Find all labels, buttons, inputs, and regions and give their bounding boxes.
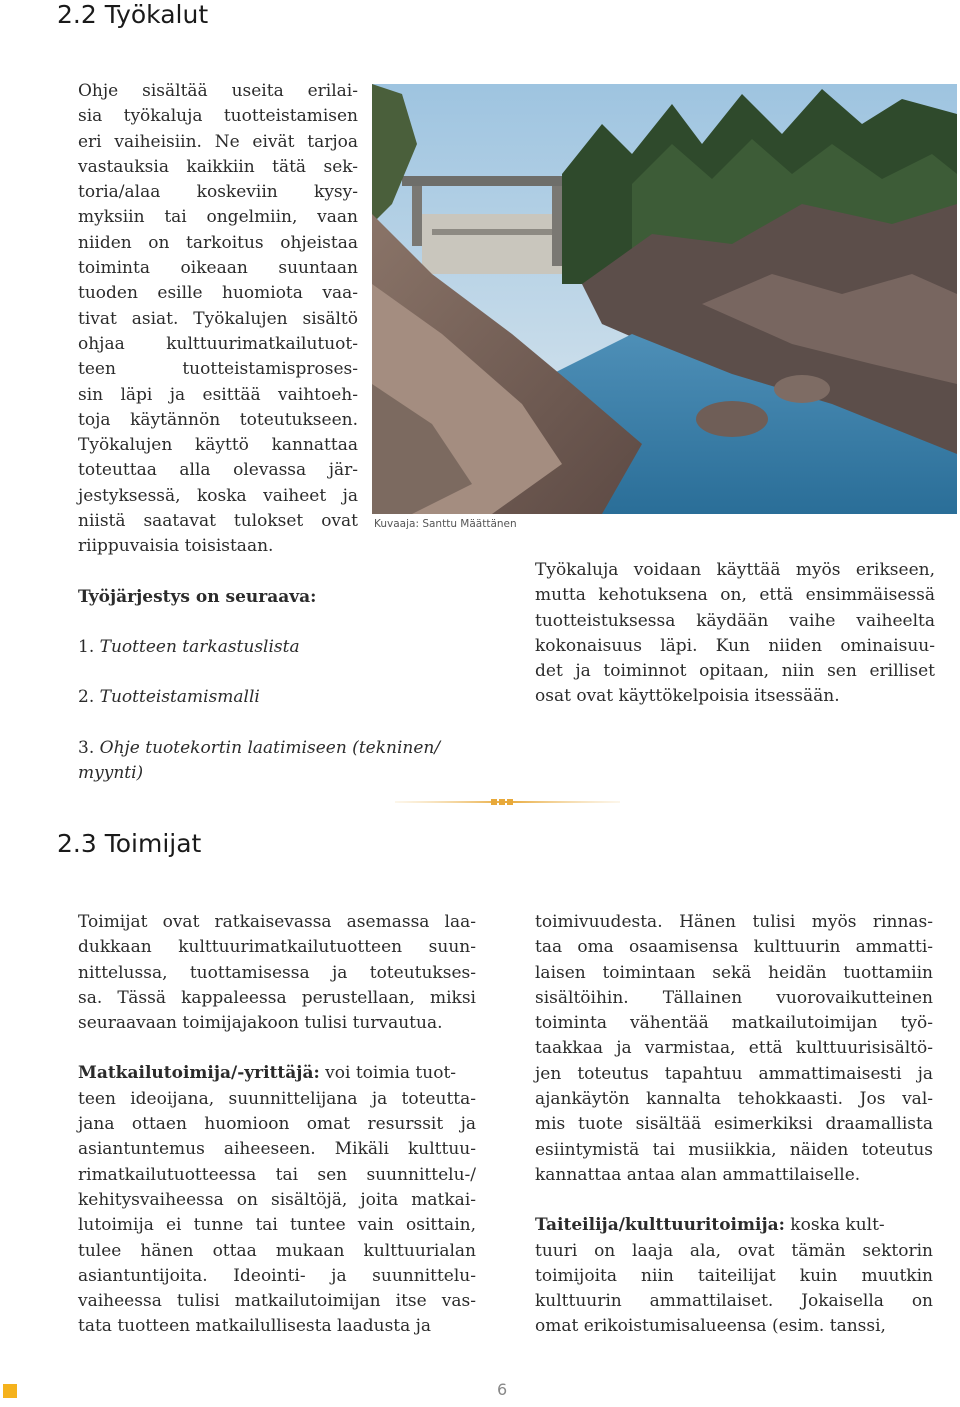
- order-heading: Työjärjestys on seuraava:: [78, 586, 317, 607]
- text-line: sin läpi ja esittää vaihtoeh-: [78, 384, 358, 405]
- text-line: Ohje sisältää useita erilai-: [78, 81, 358, 101]
- text-line: det ja toiminnot opitaan, niin sen erilliset: [535, 661, 935, 682]
- text-line: myksiin tai ongelmiin, vaan: [78, 207, 358, 228]
- text-line: tuotteistuksessa käydään vaihe vaiheelta: [535, 610, 935, 631]
- text-line: jana ottaen huomioon omat resurssit ja: [78, 1114, 476, 1135]
- text-line: sisältöihin. Tällainen vuorovaikutteinen: [535, 987, 933, 1008]
- section-heading-actors: 2.3 Toimijat: [57, 829, 202, 858]
- text-line: tuoden esille huomiota vaa-: [78, 283, 358, 304]
- text-line: toimivuudesta. Hänen tulisi myös rinnas-: [535, 912, 933, 932]
- taiteilija-paragraph-start: Taiteilija/kulttuuritoimija: koska kult-: [535, 1215, 885, 1236]
- text-line: taa oma osaamisensa kulttuurin ammatti-: [535, 937, 933, 958]
- actors-right-text: [535, 910, 933, 1188]
- text-line: teen tuotteistamisproses-: [78, 359, 358, 380]
- text-line: dukkaan kulttuurimatkailutuotteen suun-: [78, 937, 476, 958]
- text-line: omat erikoistumisalueensa (esim. tanssi,: [535, 1316, 886, 1337]
- text-line: esiintymistä tai musiikkia, näiden toteutus: [535, 1139, 933, 1160]
- step-3: 3. Ohje tuotekortin laatimiseen (tekninen/: [78, 737, 441, 758]
- text-line: Työkalujen käyttö kannattaa: [78, 435, 358, 456]
- text-line: osat ovat käyttökelpoisia itsessään.: [535, 686, 840, 707]
- text-line: tulee hänen ottaa mukaan kulttuurialan: [78, 1240, 476, 1261]
- text-line: toiminta vähentää matkailutoimijan työ-: [535, 1013, 933, 1034]
- text-line: taakkaa ja varmistaa, että kulttuurisisältö-: [535, 1038, 933, 1059]
- text-line: toria/alaa koskeviin kysy-: [78, 182, 358, 203]
- text-line: rimatkailutuotteessa tai sen suunnittelu-/: [78, 1164, 476, 1185]
- step-2: 2. Tuotteistamismalli: [78, 687, 260, 708]
- text-line: toja käytännön toteutukseen.: [78, 409, 358, 430]
- actors-intro-text: [78, 910, 476, 1036]
- matkailutoimija-text: [78, 1087, 476, 1340]
- text-line: lutoimija ei tunne tai tuntee vain osittain,: [78, 1215, 476, 1236]
- text-line: seuraavaan toimijajakoon tulisi turvautua.: [78, 1013, 443, 1034]
- text-line: tuuri on laaja ala, ovat tämän sektorin: [535, 1240, 933, 1261]
- text-line: asiantuntemus aiheeseen. Mikäli kulttuu-: [78, 1139, 476, 1160]
- text-line: toteuttaa alla olevassa jär-: [78, 460, 358, 481]
- tools-intro-text: [78, 79, 358, 560]
- text-line: tata tuotteen matkailullisesta laadusta ja: [78, 1316, 432, 1337]
- actors-right-column: [535, 910, 933, 1340]
- section-divider: [395, 796, 620, 808]
- text-line: sia työkaluja tuotteistamisen: [78, 106, 358, 127]
- text-line: laisen toimintaan sekä heidän tuottamiin: [535, 962, 933, 983]
- text-line: jestyksessä, koska vaiheet ja: [78, 485, 358, 506]
- tools-right-column: [535, 558, 935, 710]
- taiteilija-text: [535, 1239, 933, 1340]
- text-line: vaiheessa tulisi matkailutoimijan itse vas-: [78, 1291, 476, 1312]
- text-line: nittelussa, tuottamisessa ja toteutukses-: [78, 962, 476, 983]
- text-line: asiantuntijoita. Ideointi- ja suunnittelu-: [78, 1265, 476, 1286]
- actors-left-column: [78, 910, 476, 1340]
- text-line: toimijoita niin taiteilijat kuin muutkin: [535, 1265, 933, 1286]
- text-line: teen ideoijana, suunnittelijana ja toteutta-: [78, 1088, 476, 1109]
- text-line: kulttuurin ammattilaiset. Jokaisella on: [535, 1291, 933, 1312]
- tools-right-text: [535, 558, 935, 710]
- matkailutoimija-label: Matkailutoimija/-yrittäjä:: [78, 1063, 320, 1084]
- section-heading-tools: 2.2 Työkalut: [57, 0, 209, 29]
- text-line: ajankäytön kannalta tehokkaasti. Jos val-: [535, 1089, 933, 1110]
- text-line: eri vaiheisiin. Ne eivät tarjoa: [78, 131, 358, 152]
- taiteilija-label: Taiteilija/kulttuuritoimija:: [535, 1215, 785, 1236]
- text-line: kokonaisuus läpi. Kun niiden ominaisuu-: [535, 635, 935, 656]
- corner-accent-square: [3, 1384, 17, 1398]
- text-line: niistä saatavat tulokset ovat: [78, 511, 358, 532]
- step-1: 1. Tuotteen tarkastuslista: [78, 636, 300, 657]
- text-line: jen toteutus tapahtuu ammattimaisesti ja: [535, 1063, 933, 1084]
- text-line: mis tuote sisältää esimerkiksi draamallista: [535, 1114, 933, 1135]
- text-line: riippuvaisia toisistaan.: [78, 536, 274, 557]
- text-line: niiden on tarkoitus ohjeistaa: [78, 232, 358, 253]
- text-line: toiminta oikeaan suuntaan: [78, 258, 358, 279]
- matkailutoimija-paragraph-start: Matkailutoimija/-yrittäjä: voi toimia tuot-: [78, 1063, 457, 1084]
- text-line: sa. Tässä kappaleessa perustellaan, miksi: [78, 987, 476, 1008]
- text-line: vastauksia kaikkiin tätä sek-: [78, 156, 358, 177]
- text-line: mutta kehotuksena on, että ensimmäisessä: [535, 585, 935, 606]
- tools-intro-column: [78, 79, 441, 786]
- step-3-continued: myynti): [78, 762, 144, 783]
- text-line: kehitysvaiheessa on sisältöjä, joita matkai-: [78, 1189, 476, 1210]
- page-number: 6: [497, 1380, 508, 1399]
- canyon-photo: [372, 84, 957, 514]
- text-line: Toimijat ovat ratkaisevassa asemassa laa-: [78, 912, 476, 932]
- text-line: Työkaluja voidaan käyttää myös erikseen,: [535, 560, 935, 580]
- text-line: tivat asiat. Työkalujen sisältö: [78, 308, 358, 329]
- text-line: ohjaa kulttuurimatkailutuot-: [78, 333, 358, 354]
- text-line: kannattaa antaa alan ammattilaiselle.: [535, 1164, 861, 1185]
- photo-caption: Kuvaaja: Santtu Määttänen: [374, 518, 517, 530]
